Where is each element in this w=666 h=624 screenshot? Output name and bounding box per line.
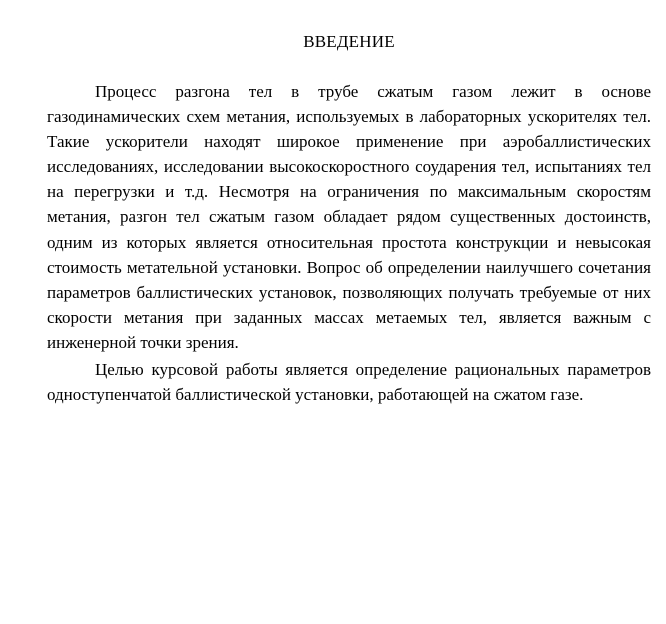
paragraph-goal: Целью курсовой работы является определение рациональных параметров одноступенчатой баллистической установки, работающей на сжатом газе. [47, 360, 651, 405]
document-page [47, 31, 651, 407]
section-heading: ВВЕДЕНИЕ [303, 32, 395, 51]
paragraph-introduction: Процесс разгона тел в трубе сжатым газом лежит в основе газодинамических схем метания, используемых в лабораторных ускорителях тел. Такие ускорители находят широкое применение при аэробаллистических исследованиях, исследовании высокоскоростного соударения тел, испытаниях тел на перегрузки и т.д. Несмотря на ограничения по максимальным скоростям метания, разгон тел сжатым газом обладает рядом существенных достоинств, одним из которых является относительная простота конструкции и невысокая стоимость метательной установки. Вопрос об определении наилучшего сочетания параметров баллистических установок, позволяющих получать требуемые от них скорости метания при заданных массах метаемых тел, является важным с инженерной точки зрения. [47, 82, 651, 352]
